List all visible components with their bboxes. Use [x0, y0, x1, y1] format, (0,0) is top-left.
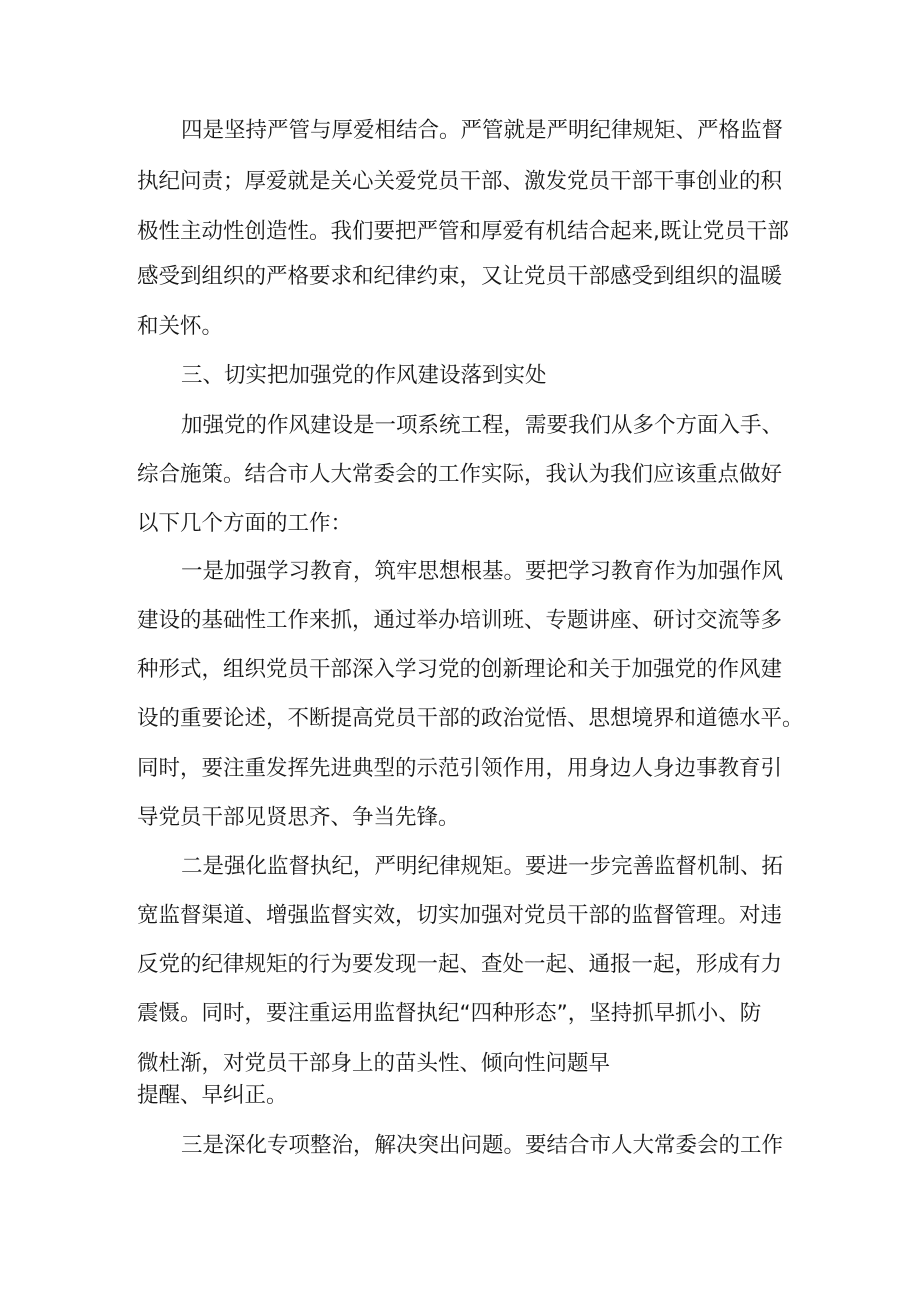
item-3-line-1: 三是深化专项整治，解决突出问题。要结合市人大常委会的工作	[181, 1133, 784, 1158]
item-1-line-4: 设的重要论述，不断提高党员干部的政治觉悟、思想境界和道德水平。	[137, 706, 804, 731]
item-1-line-1: 一是加强学习教育，筑牢思想根基。要把学习教育作为加强作风	[181, 559, 784, 584]
paragraph-4-line-5: 和关怀。	[137, 314, 224, 339]
item-1-line-6: 导党员干部见贤思齐、争当先锋。	[137, 805, 460, 830]
section-3-heading: 三、切实把加强党的作风建设落到实处	[181, 363, 547, 388]
section-3-intro-line-3: 以下几个方面的工作：	[137, 511, 353, 536]
section-3-intro-line-1: 加强党的作风建设是一项系统工程，需要我们从多个方面入手、	[181, 413, 784, 438]
item-2-line-5: 微杜渐，对党员干部身上的苗头性、倾向性问题早	[137, 1051, 611, 1076]
item-2-line-1: 二是强化监督执纪，严明纪律规矩。要进一步完善监督机制、拓	[181, 854, 784, 879]
item-1-line-3: 种形式，组织党员干部深入学习党的创新理论和关于加强党的作风建	[137, 657, 783, 682]
item-2-line-2: 宽监督渠道、增强监督实效，切实加强对党员干部的监督管理。对违	[137, 903, 783, 928]
item-2-line-6: 提醒、早纠正。	[137, 1083, 288, 1108]
item-2-line-4: 震慑。同时，要注重运用监督执纪“四种形态”，坚持抓早抓小、防	[137, 1001, 762, 1026]
item-1-line-2: 建设的基础性工作来抓，通过举办培训班、专题讲座、研讨交流等多	[137, 608, 783, 633]
paragraph-4-line-1: 四是坚持严管与厚爱相结合。严管就是严明纪律规矩、严格监督	[181, 118, 784, 143]
paragraph-4-line-2: 执纪问责；厚爱就是关心关爱党员干部、激发党员干部干事创业的积	[137, 169, 783, 194]
section-3-intro-line-2: 综合施策。结合市人大常委会的工作实际，我认为我们应该重点做好	[137, 462, 783, 487]
item-1-line-5: 同时，要注重发挥先进典型的示范引领作用，用身边人身边事教育引	[137, 756, 783, 781]
paragraph-4-line-3: 极性主动性创造性。我们要把严管和厚爱有机结合起来,既让党员干部	[137, 219, 789, 244]
paragraph-4-line-4: 感受到组织的严格要求和纪律约束，又让党员干部感受到组织的温暖	[137, 264, 783, 289]
item-2-line-3: 反党的纪律规矩的行为要发现一起、查处一起、通报一起，形成有力	[137, 952, 783, 977]
